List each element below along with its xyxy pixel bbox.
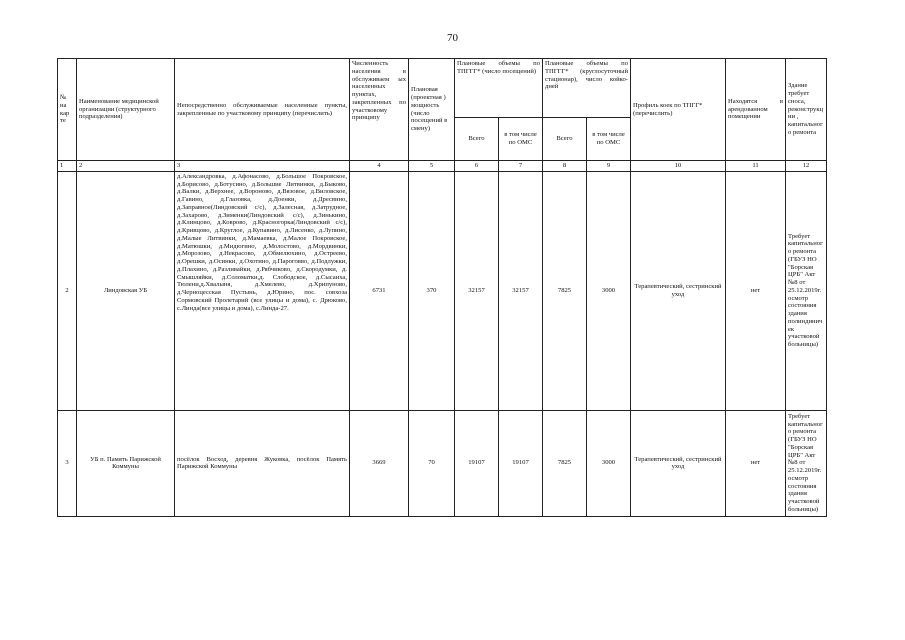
page-number: 70 (447, 32, 458, 44)
settlements-list: посёлок Восход, деревня Жуковка, посёлок Память Парижской Коммуны (175, 410, 350, 516)
index-cell: 9 (587, 161, 631, 172)
index-cell: 12 (786, 161, 827, 172)
header-building-status: Здание требует сноса, реконструкции , капитального ремонта (786, 59, 827, 161)
index-cell: 10 (631, 161, 726, 172)
organization-name: УБ п. Память Парижской Коммуны (77, 410, 175, 516)
beds-oms-value: 3000 (587, 171, 631, 410)
table-row (58, 171, 827, 410)
header-settlements: Непосредственно обслуживаемые населенные пункты, закрепленные по участковому принципу (перечислить) (175, 59, 350, 161)
capacity-value: 70 (409, 410, 455, 516)
header-planned-beds: Плановые объемы по ТПГГГ* (круглосуточный стационар), число койко-дней (543, 59, 631, 118)
bed-profile-value: Терапевтический, сестринский уход (631, 410, 726, 516)
header-organization: Наименование медицинской организации (структурного подразделения) (77, 59, 175, 161)
population-value: 6731 (350, 171, 409, 410)
rented-value: нет (726, 171, 786, 410)
header-population: Численность населения в обслуживаем ых населенных пунктах, закрепленных по участковому принципу (350, 59, 409, 161)
beds-total-value: 7825 (543, 410, 587, 516)
index-cell: 11 (726, 161, 786, 172)
index-cell: 6 (455, 161, 499, 172)
visits-oms-value: 32157 (499, 171, 543, 410)
building-status-value: Требует капитального ремонта (ГБУЗ НО "Борская ЦРБ" Акт №8 от 25.12.2019г. осмотр состояния здания участковой больницы) (786, 410, 827, 516)
building-status-value: Требует капитального ремонта (ГБУЗ НО "Борская ЦРБ" Акт №8 от 25.12.2019г. осмотр состояния здания полиндиничек участковой больницы) (786, 171, 827, 410)
index-cell: 4 (350, 161, 409, 172)
table-row (58, 410, 827, 516)
capacity-value: 370 (409, 171, 455, 410)
population-value: 3669 (350, 410, 409, 516)
header-beds-oms: в том числе по ОМС (587, 118, 631, 161)
organization-name: Линдовская УБ (77, 171, 175, 410)
beds-total-value: 7825 (543, 171, 587, 410)
bed-profile-value: Терапевтический, сестринский уход (631, 171, 726, 410)
header-beds-total: Всего (543, 118, 587, 161)
index-cell: 3 (175, 161, 350, 172)
index-cell: 1 (58, 161, 77, 172)
header-visits-oms: в том числе по ОМС (499, 118, 543, 161)
visits-total-value: 19107 (455, 410, 499, 516)
header-rented: Находятся в арендованном помещении (726, 59, 786, 161)
header-capacity: Плановая (проектная ) мощность (число посещений в смену) (409, 59, 455, 161)
index-cell: 8 (543, 161, 587, 172)
settlements-list: д.Александровка, д.Афонасово, д.Большое Покровское, д.Борисово, д.Ботусино, д.Большие Литвинки, д.Быково, д.Валки, д.Верхнее, д.Вороново, д.Вязовое, д.Виловское, д.Гавино, д.Глазовка, д.Доенки, д.Дресвино, д.Заправное(Линдовский с/с), д.Залесная, д.Затрудное, д.Захарово, д.Зименки(Линдовский с/с), д.Зинькино, д.Клинцово, д.Коврово, д.Красногорка(Линдовский с/с), д.Кривцово, д.Круглое, д.Купавино, д.Лисенко, д.Лупино, д.Малые Литвинки, д.Мамаевка, д.Малое Покровское, д.Матюшки, д.Мидюгино, д.Молостово, д.Мордвинки, д.Морозово, д.Некрасово, д.Обмелюхино, д.Остреево, д.Орешки, д.Осинки, д.Охотино, д.Пароговво, д.Подлужки, д.Плахино, д.Разливайки, д.Рябчиково, д.Скородумки, д. Смышляйки, д.Соломатки,д. Слободское, д.Сысаиха, Тюлени,д.Хвалыня, д.Хмелево, д.Хрипуново, д.Черноцесская Пустынь, д.Юрино, пос. совхоза Сормовский Пролетарий (все улицы и дома), с. Дрюково, с.Линда(все улицы и дома), с.Линда-27. (175, 171, 350, 410)
header-planned-visits: Плановые объемы по ТПГГГ* (число посещений) (455, 59, 543, 118)
row-number: 3 (58, 410, 77, 516)
visits-total-value: 32157 (455, 171, 499, 410)
header-bed-profile: Профиль коек по ТПГГ* (перечислить) (631, 59, 726, 161)
visits-oms-value: 19107 (499, 410, 543, 516)
index-cell: 2 (77, 161, 175, 172)
header-visits-total: Всего (455, 118, 499, 161)
header-number: № на кар те (58, 59, 77, 161)
facilities-table (57, 58, 827, 517)
rented-value: нет (726, 410, 786, 516)
row-number: 2 (58, 171, 77, 410)
column-index-row (58, 161, 827, 172)
index-cell: 7 (499, 161, 543, 172)
index-cell: 5 (409, 161, 455, 172)
beds-oms-value: 3000 (587, 410, 631, 516)
